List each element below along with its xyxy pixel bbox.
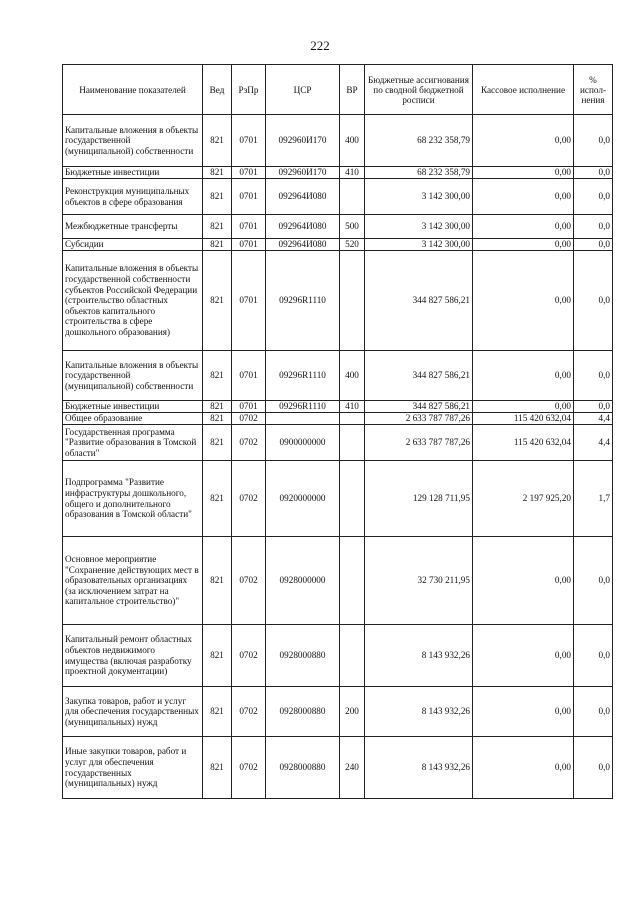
table-header-row: [63, 65, 613, 115]
cell-ved: 821: [203, 167, 232, 179]
table-row: [63, 251, 613, 351]
cell-cash: 115 420 632,04: [473, 425, 574, 461]
cell-csr: 0928000880: [266, 625, 340, 687]
cell-rzpr: 0701: [232, 115, 266, 167]
cell-percent: 0,0: [574, 239, 613, 251]
cell-name: Капитальные вложения в объекты государственной (муниципальной) собственности: [63, 351, 203, 401]
cell-ved: 821: [203, 413, 232, 425]
cell-ved: 821: [203, 461, 232, 537]
cell-ved: 821: [203, 115, 232, 167]
header-csr: ЦСР: [266, 65, 340, 115]
header-vr: ВР: [340, 65, 365, 115]
cell-csr: 092960И170: [266, 167, 340, 179]
budget-table: [62, 64, 613, 799]
cell-name: Основное мероприятие "Сохранение действующих мест в образовательных организациях (за исключением затрат на капитальное строительство)": [63, 537, 203, 625]
cell-budget: 129 128 711,95: [365, 461, 473, 537]
table-row: [63, 351, 613, 401]
cell-csr: [266, 413, 340, 425]
cell-csr: 0928000880: [266, 737, 340, 799]
cell-name: Капитальные вложения в объекты государственной собственности субъектов Российской Федерации (строительство областных объектов капитального строительства в сфере дошкольного образования): [63, 251, 203, 351]
cell-cash: 0,00: [473, 351, 574, 401]
cell-ved: 821: [203, 625, 232, 687]
cell-vr: 410: [340, 167, 365, 179]
cell-rzpr: 0702: [232, 537, 266, 625]
cell-rzpr: 0702: [232, 687, 266, 737]
cell-vr: 400: [340, 115, 365, 167]
cell-rzpr: 0701: [232, 179, 266, 215]
cell-budget: 2 633 787 787,26: [365, 425, 473, 461]
cell-percent: 4,4: [574, 425, 613, 461]
table-row: [63, 167, 613, 179]
cell-percent: 0,0: [574, 687, 613, 737]
header-ved: Вед: [203, 65, 232, 115]
cell-cash: 0,00: [473, 115, 574, 167]
cell-ved: 821: [203, 351, 232, 401]
cell-percent: 0,0: [574, 167, 613, 179]
cell-rzpr: 0702: [232, 413, 266, 425]
cell-cash: 0,00: [473, 251, 574, 351]
cell-vr: 410: [340, 401, 365, 413]
cell-budget: 344 827 586,21: [365, 351, 473, 401]
cell-vr: [340, 537, 365, 625]
cell-budget: 8 143 932,26: [365, 687, 473, 737]
cell-cash: 0,00: [473, 239, 574, 251]
cell-percent: 0,0: [574, 115, 613, 167]
cell-csr: 092960И170: [266, 115, 340, 167]
cell-percent: 0,0: [574, 215, 613, 239]
cell-csr: 092964И080: [266, 215, 340, 239]
cell-vr: 520: [340, 239, 365, 251]
cell-csr: 092964И080: [266, 239, 340, 251]
cell-cash: 0,00: [473, 687, 574, 737]
cell-rzpr: 0702: [232, 425, 266, 461]
cell-cash: 2 197 925,20: [473, 461, 574, 537]
cell-budget: 3 142 300,00: [365, 179, 473, 215]
cell-csr: 09296R1110: [266, 251, 340, 351]
cell-name: Капитальный ремонт областных объектов недвижимого имущества (включая разработку проектной документации): [63, 625, 203, 687]
cell-ved: 821: [203, 215, 232, 239]
cell-csr: 0928000000: [266, 537, 340, 625]
header-percent: % испол-нения: [574, 65, 613, 115]
cell-percent: 0,0: [574, 401, 613, 413]
cell-rzpr: 0701: [232, 215, 266, 239]
cell-rzpr: 0701: [232, 239, 266, 251]
cell-name: Субсидии: [63, 239, 203, 251]
cell-vr: 500: [340, 215, 365, 239]
table-row: [63, 401, 613, 413]
cell-rzpr: 0702: [232, 737, 266, 799]
cell-vr: 240: [340, 737, 365, 799]
cell-rzpr: 0702: [232, 461, 266, 537]
cell-name: Капитальные вложения в объекты государственной (муниципальной) собственности: [63, 115, 203, 167]
cell-percent: 1,7: [574, 461, 613, 537]
cell-ved: 821: [203, 401, 232, 413]
page-number: 222: [310, 38, 330, 53]
cell-percent: 0,0: [574, 537, 613, 625]
cell-name: Подпрограмма "Развитие инфраструктуры дошкольного, общего и дополнительного образования в Томской области": [63, 461, 203, 537]
cell-vr: 200: [340, 687, 365, 737]
cell-name: Реконструкция муниципальных объектов в сфере образования: [63, 179, 203, 215]
cell-budget: 68 232 358,79: [365, 167, 473, 179]
cell-budget: 3 142 300,00: [365, 239, 473, 251]
cell-ved: 821: [203, 425, 232, 461]
cell-rzpr: 0701: [232, 351, 266, 401]
table-row: [63, 115, 613, 167]
header-name: Наименование показателей: [63, 65, 203, 115]
cell-name: Бюджетные инвестиции: [63, 167, 203, 179]
table-row: [63, 537, 613, 625]
cell-cash: 0,00: [473, 215, 574, 239]
cell-vr: 400: [340, 351, 365, 401]
cell-budget: 68 232 358,79: [365, 115, 473, 167]
cell-csr: 09296R1110: [266, 401, 340, 413]
cell-budget: 344 827 586,21: [365, 401, 473, 413]
cell-name: Государственная программа "Развитие образования в Томской области": [63, 425, 203, 461]
table-row: [63, 625, 613, 687]
cell-csr: 09296R1110: [266, 351, 340, 401]
cell-name: Иные закупки товаров, работ и услуг для обеспечения государственных (муниципальных) нужд: [63, 737, 203, 799]
cell-percent: 0,0: [574, 179, 613, 215]
table-row: [63, 687, 613, 737]
cell-csr: 0920000000: [266, 461, 340, 537]
cell-cash: 0,00: [473, 179, 574, 215]
cell-rzpr: 0701: [232, 251, 266, 351]
cell-ved: 821: [203, 737, 232, 799]
cell-ved: 821: [203, 251, 232, 351]
cell-budget: 2 633 787 787,26: [365, 413, 473, 425]
cell-name: Общее образование: [63, 413, 203, 425]
cell-percent: 0,0: [574, 351, 613, 401]
cell-vr: [340, 625, 365, 687]
cell-vr: [340, 251, 365, 351]
cell-cash: 115 420 632,04: [473, 413, 574, 425]
cell-percent: 4,4: [574, 413, 613, 425]
cell-cash: 0,00: [473, 625, 574, 687]
cell-vr: [340, 413, 365, 425]
header-budget: Бюджетные ассигнования по сводной бюджетной росписи: [365, 65, 473, 115]
cell-budget: 8 143 932,26: [365, 737, 473, 799]
cell-vr: [340, 461, 365, 537]
cell-vr: [340, 425, 365, 461]
table-row: [63, 215, 613, 239]
cell-percent: 0,0: [574, 625, 613, 687]
cell-ved: 821: [203, 179, 232, 215]
cell-name: Бюджетные инвестиции: [63, 401, 203, 413]
cell-ved: 821: [203, 537, 232, 625]
table-row: [63, 425, 613, 461]
header-rzpr: РзПр: [232, 65, 266, 115]
cell-rzpr: 0701: [232, 167, 266, 179]
table-row: [63, 179, 613, 215]
table-row: [63, 461, 613, 537]
table-row: [63, 413, 613, 425]
cell-ved: 821: [203, 687, 232, 737]
table-row: [63, 737, 613, 799]
cell-budget: 344 827 586,21: [365, 251, 473, 351]
cell-name: Межбюджетные трансферты: [63, 215, 203, 239]
cell-cash: 0,00: [473, 167, 574, 179]
cell-csr: 092964И080: [266, 179, 340, 215]
table-row: [63, 239, 613, 251]
cell-budget: 3 142 300,00: [365, 215, 473, 239]
cell-csr: 0928000880: [266, 687, 340, 737]
cell-rzpr: 0702: [232, 625, 266, 687]
cell-cash: 0,00: [473, 537, 574, 625]
cell-budget: 8 143 932,26: [365, 625, 473, 687]
cell-ved: 821: [203, 239, 232, 251]
cell-rzpr: 0701: [232, 401, 266, 413]
header-cash: Кассовое исполнение: [473, 65, 574, 115]
cell-name: Закупка товаров, работ и услуг для обеспечения государственных (муниципальных) нужд: [63, 687, 203, 737]
cell-cash: 0,00: [473, 737, 574, 799]
cell-csr: 0900000000: [266, 425, 340, 461]
cell-budget: 32 730 211,95: [365, 537, 473, 625]
cell-cash: 0,00: [473, 401, 574, 413]
cell-percent: 0,0: [574, 251, 613, 351]
cell-percent: 0,0: [574, 737, 613, 799]
cell-vr: [340, 179, 365, 215]
